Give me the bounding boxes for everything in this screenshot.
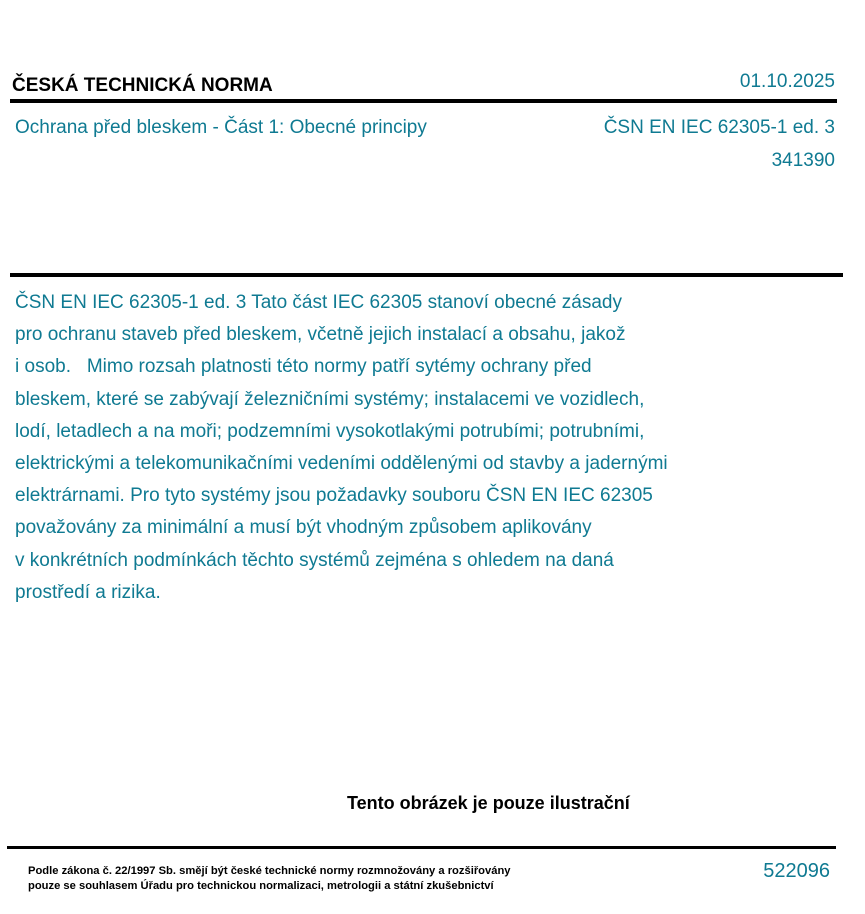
abstract-line: ČSN EN IEC 62305-1 ed. 3 Tato část IEC 62305 stanoví obecné zásady (15, 292, 622, 313)
header-divider (10, 99, 837, 103)
document-code: ČSN EN IEC 62305-1 ed. 3 (603, 117, 835, 138)
abstract-line: lodí, letadlech a na moři; podzemními vysokotlakými potrubími; potrubními, (15, 420, 645, 442)
abstract-line: prostředí a rizika. (15, 581, 161, 603)
abstract-line: elektrárnami. Pro tyto systémy jsou požadavky souboru ČSN EN IEC 62305 (15, 485, 653, 507)
document-number: 522096 (763, 860, 830, 882)
legal-notice-line: pouze se souhlasem Úřadu pro technickou normalizaci, metrologii a státní zkušebnictví (28, 879, 494, 892)
legal-notice (28, 864, 511, 893)
content-divider (10, 273, 843, 277)
illustration-disclaimer: Tento obrázek je pouze ilustrační (347, 793, 630, 813)
publication-date: 01.10.2025 (739, 71, 835, 92)
abstract-line: považovány za minimální a musí být vhodným způsobem aplikovány (15, 517, 592, 539)
norm-header-title: ČESKÁ TECHNICKÁ NORMA (12, 75, 273, 96)
footer-divider (7, 846, 836, 849)
abstract-line: bleskem, které se zabývají železničními systémy; instalacemi ve vozidlech, (15, 388, 645, 410)
document-subtitle: Ochrana před bleskem - Část 1: Obecné principy (15, 117, 427, 138)
abstract-line: pro ochranu staveb před bleskem, včetně jejich instalací a obsahu, jakož (15, 324, 626, 346)
abstract-text (15, 287, 775, 609)
legal-notice-line: Podle zákona č. 22/1997 Sb. smějí být české technické normy rozmnožovány a rozšiřovány (28, 865, 511, 877)
classification-number: 341390 (771, 150, 835, 171)
abstract-line: v konkrétních podmínkách těchto systémů zejména s ohledem na daná (15, 549, 614, 571)
abstract-line: elektrickými a telekomunikačními vedeními oddělenými od stavby a jadernými (15, 453, 668, 475)
abstract-line: i osob. Mimo rozsah platnosti této normy patří sytémy ochrany před (15, 356, 592, 378)
